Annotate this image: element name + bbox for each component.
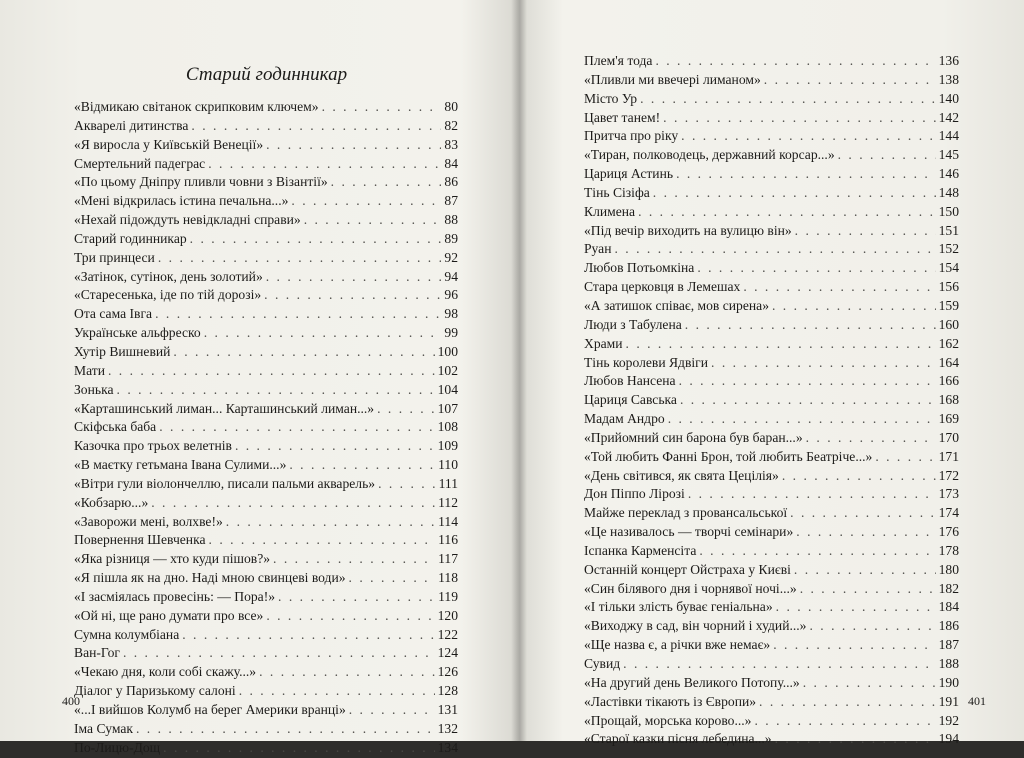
toc-entry <box>584 712 959 731</box>
toc-entry <box>584 504 959 523</box>
toc-entry <box>584 109 959 128</box>
toc-entry-page: 134 <box>437 739 458 755</box>
toc-entry <box>584 561 959 580</box>
page-number-right: 401 <box>968 694 986 708</box>
toc-leader-dots <box>378 475 436 494</box>
toc-entry <box>584 259 959 278</box>
toc-entry <box>74 400 458 419</box>
toc-entry <box>584 316 959 335</box>
toc-entry-page: 83 <box>444 136 458 152</box>
toc-leader-dots <box>190 230 442 249</box>
toc-leader-dots <box>266 268 442 287</box>
toc-entry <box>584 410 959 429</box>
toc-entry-title: Тінь Сізіфа <box>584 184 650 200</box>
toc-entry-title: Діалог у Паризькому салоні <box>74 683 236 699</box>
toc-entry <box>74 720 458 739</box>
toc-entry-page: 84 <box>444 155 458 171</box>
toc-leader-dots <box>764 71 936 90</box>
toc-entry <box>74 268 458 287</box>
toc-entry-title: «Син білявого дня і чорнявої ночі...» <box>584 580 797 596</box>
toc-entry-page: 88 <box>444 212 458 228</box>
toc-entry-title: «Вітри гули віолончеллю, писали пальми акварель» <box>74 475 376 491</box>
toc-entry-page: 187 <box>938 637 959 653</box>
toc-entry <box>584 165 959 184</box>
toc-entry-title: Зонька <box>74 381 114 397</box>
toc-entry-title: Ван-Гог <box>74 645 120 661</box>
toc-entry <box>74 550 458 569</box>
toc-entry-title: Старий годинникар <box>74 230 187 246</box>
toc-entry-page: 186 <box>938 618 959 634</box>
toc-entry-page: 117 <box>438 551 458 567</box>
toc-entry <box>584 598 959 617</box>
toc-entry-page: 102 <box>437 362 458 378</box>
toc-entry-title: «Тиран, полководець, державний корсар...» <box>584 147 835 163</box>
toc-entry-title: Плем'я тода <box>584 53 653 68</box>
toc-entry-title: «Затінок, сутінок, день золотий» <box>74 268 263 284</box>
toc-entry-page: 92 <box>444 249 458 265</box>
toc-entry-page: 118 <box>438 570 458 586</box>
toc-entry-title: Сумна колумбіана <box>74 626 180 642</box>
toc-leader-dots <box>795 222 936 241</box>
toc-leader-dots <box>803 674 936 693</box>
toc-entry-page: 170 <box>938 429 959 445</box>
toc-leader-dots <box>638 203 936 222</box>
toc-entry-page: 173 <box>938 486 959 502</box>
toc-leader-dots <box>163 739 434 758</box>
toc-entry-page: 119 <box>438 588 458 604</box>
toc-leader-dots <box>291 192 441 211</box>
toc-leader-dots <box>680 391 936 410</box>
toc-entry <box>74 211 458 230</box>
toc-entry-title: «Нехай підождуть невідкладні справи» <box>74 212 301 228</box>
toc-entry <box>584 278 959 297</box>
toc-entry <box>584 429 959 448</box>
toc-entry <box>584 146 959 165</box>
toc-leader-dots <box>278 588 435 607</box>
toc-leader-dots <box>679 372 936 391</box>
toc-entry-title: «Карташинський лиман... Карташинський лиман...» <box>74 400 375 416</box>
toc-entry-title: Стара церковця в Лемешах <box>584 279 741 295</box>
section-title: Старий годинникар <box>185 64 348 85</box>
toc-leader-dots <box>794 561 936 580</box>
table-of-contents-right <box>584 52 959 749</box>
toc-entry <box>584 448 959 467</box>
toc-leader-dots <box>208 155 441 174</box>
toc-entry-page: 159 <box>938 297 959 313</box>
toc-entry <box>74 644 458 663</box>
toc-entry-page: 140 <box>938 90 959 106</box>
toc-entry <box>584 636 959 655</box>
toc-leader-dots <box>173 343 434 362</box>
toc-entry-title: Цариця Астинь <box>584 166 674 182</box>
toc-leader-dots <box>806 429 936 448</box>
toc-entry-title: «Старесенька, іде по тій дорозі» <box>74 287 262 303</box>
toc-leader-dots <box>688 485 936 504</box>
toc-leader-dots <box>875 448 935 467</box>
toc-entry-title: Храми <box>584 335 623 351</box>
toc-entry <box>74 531 458 550</box>
toc-entry-page: 109 <box>437 438 458 454</box>
toc-entry-page: 144 <box>938 128 959 144</box>
toc-entry-title: Акварелі дитинства <box>74 117 189 133</box>
toc-entry-page: 128 <box>437 683 458 699</box>
toc-leader-dots <box>158 249 442 268</box>
toc-entry <box>584 184 959 203</box>
toc-entry-title: «Під вечір виходить на вулицю він» <box>584 222 792 238</box>
toc-entry-page: 89 <box>444 230 458 246</box>
toc-entry-title: Місто Ур <box>584 90 638 106</box>
toc-entry <box>584 127 959 146</box>
toc-leader-dots <box>155 305 441 324</box>
toc-entry-page: 171 <box>938 448 959 464</box>
toc-entry-title: «По цьому Дніпру пливли човни з Візантії» <box>74 174 328 190</box>
toc-leader-dots <box>349 569 436 588</box>
toc-entry <box>584 485 959 504</box>
toc-leader-dots <box>790 504 935 523</box>
toc-leader-dots <box>663 109 935 128</box>
toc-entry <box>74 192 458 211</box>
toc-entry <box>584 580 959 599</box>
toc-leader-dots <box>239 682 435 701</box>
toc-entry-title: «Кобзарю...» <box>74 494 149 510</box>
toc-entry-title: Климена <box>584 203 636 219</box>
toc-entry-page: 160 <box>938 316 959 332</box>
table-of-contents-left <box>74 98 458 758</box>
toc-entry-title: «Чекаю дня, коли собі скажу...» <box>74 664 257 680</box>
toc-leader-dots <box>273 550 435 569</box>
toc-leader-dots <box>626 335 936 354</box>
toc-entry <box>584 297 959 316</box>
toc-entry-page: 107 <box>437 400 458 416</box>
toc-entry <box>74 569 458 588</box>
toc-entry-page: 190 <box>938 674 959 690</box>
toc-entry-title: Любов Потьомкіна <box>584 260 695 276</box>
toc-entry-page: 191 <box>938 693 959 709</box>
toc-entry-page: 82 <box>444 117 458 133</box>
toc-entry-title: Тінь королеви Ядвіги <box>584 354 709 370</box>
toc-entry <box>584 90 959 109</box>
toc-entry <box>584 240 959 259</box>
toc-entry-page: 162 <box>938 335 959 351</box>
toc-entry <box>74 682 458 701</box>
toc-entry-title: «І тільки злість буває геніальна» <box>584 599 773 615</box>
toc-entry-title: «Відмикаю світанок скрипковим ключем» <box>74 99 319 114</box>
toc-leader-dots <box>685 316 936 335</box>
toc-entry-title: «Я виросла у Київській Венеції» <box>74 136 264 152</box>
toc-entry <box>584 617 959 636</box>
toc-entry-title: «Заворожи мені, волхве!» <box>74 513 223 529</box>
toc-leader-dots <box>235 437 435 456</box>
toc-entry <box>584 467 959 486</box>
toc-entry-title: Притча про ріку <box>584 128 679 144</box>
toc-leader-dots <box>209 531 436 550</box>
toc-leader-dots <box>117 381 435 400</box>
toc-entry <box>584 523 959 542</box>
toc-entry-page: 148 <box>938 184 959 200</box>
toc-entry <box>584 674 959 693</box>
toc-entry <box>74 155 458 174</box>
toc-entry-page: 98 <box>444 306 458 322</box>
toc-entry-title: Мати <box>74 362 105 378</box>
toc-entry <box>74 136 458 155</box>
toc-entry <box>74 437 458 456</box>
toc-entry-page: 188 <box>938 656 959 671</box>
toc-entry <box>74 739 458 758</box>
toc-entry-page: 150 <box>938 203 959 219</box>
toc-entry-title: Українське альфреско <box>74 325 201 341</box>
toc-entry-title: По-Лицю-Дощ <box>74 739 161 755</box>
toc-entry <box>74 475 458 494</box>
toc-entry <box>584 71 959 90</box>
toc-entry-title: «Той любить Фанні Брон, той любить Беатріче...» <box>584 448 873 464</box>
toc-entry-page: 166 <box>938 373 959 389</box>
toc-entry-page: 120 <box>437 607 458 623</box>
toc-entry-page: 131 <box>437 702 458 717</box>
toc-entry <box>74 362 458 381</box>
toc-entry-title: Дон Піппо Лірозі <box>584 486 685 502</box>
toc-entry <box>584 354 959 373</box>
toc-leader-dots <box>800 580 936 599</box>
toc-leader-dots <box>699 542 935 561</box>
toc-entry-title: «Прощай, морська корово...» <box>584 712 752 728</box>
toc-entry-page: 94 <box>444 268 458 284</box>
toc-entry <box>74 249 458 268</box>
toc-entry-title: Казочка про трьох велетнів <box>74 438 232 454</box>
toc-entry-page: 116 <box>438 532 458 548</box>
toc-entry <box>74 343 458 362</box>
toc-entry-title: Цариця Савська <box>584 392 677 408</box>
toc-leader-dots <box>681 127 935 146</box>
toc-entry-title: «Старої казки пісня лебедина...» <box>584 731 772 747</box>
toc-entry-page: 146 <box>938 166 959 182</box>
toc-entry-title: «Яка різниця — хто куди пішов?» <box>74 551 271 567</box>
toc-entry-page: 142 <box>938 109 959 125</box>
toc-entry-page: 87 <box>444 193 458 209</box>
toc-leader-dots <box>159 418 434 437</box>
toc-entry <box>74 588 458 607</box>
toc-leader-dots <box>676 165 936 184</box>
toc-entry-page: 176 <box>938 524 959 540</box>
toc-entry <box>74 663 458 682</box>
toc-leader-dots <box>623 655 935 674</box>
toc-entry-title: «Виходжу в сад, він чорний і худий...» <box>584 618 807 634</box>
toc-entry-page: 152 <box>938 241 959 257</box>
toc-entry-page: 151 <box>938 222 959 238</box>
toc-entry-title: «Мені відкрилась істина печальна...» <box>74 193 289 209</box>
toc-leader-dots <box>266 136 441 155</box>
toc-entry <box>584 655 959 674</box>
toc-entry-page: 132 <box>437 720 458 736</box>
toc-entry-title: «А затишок співає, мов сирена» <box>584 297 769 313</box>
toc-leader-dots <box>775 730 936 749</box>
right-page <box>520 0 1024 747</box>
toc-entry <box>584 222 959 241</box>
toc-leader-dots <box>191 117 441 136</box>
toc-entry-page: 99 <box>444 325 458 341</box>
toc-entry <box>74 494 458 513</box>
toc-entry-title: Мадам Андро <box>584 411 665 427</box>
toc-entry-page: 104 <box>437 381 458 397</box>
toc-entry-page: 172 <box>938 467 959 483</box>
toc-leader-dots <box>759 693 936 712</box>
toc-entry <box>584 542 959 561</box>
toc-entry-page: 126 <box>437 664 458 680</box>
toc-leader-dots <box>668 410 936 429</box>
toc-entry-title: «Я пішла як на дно. Наді мною свинцеві води» <box>74 570 346 586</box>
toc-entry <box>74 418 458 437</box>
toc-entry-page: 164 <box>938 354 959 370</box>
toc-entry <box>74 230 458 249</box>
toc-entry-page: 154 <box>938 260 959 276</box>
toc-entry <box>74 305 458 324</box>
toc-entry-page: 178 <box>938 542 959 558</box>
toc-leader-dots <box>653 184 936 203</box>
toc-leader-dots <box>640 90 936 109</box>
toc-entry-page: 86 <box>444 174 458 190</box>
toc-entry-page: 110 <box>438 457 458 473</box>
toc-leader-dots <box>772 297 936 316</box>
toc-entry-title: Руан <box>584 241 612 257</box>
toc-entry <box>584 730 959 749</box>
toc-entry <box>584 391 959 410</box>
toc-leader-dots <box>136 720 435 739</box>
toc-entry <box>584 372 959 391</box>
toc-entry <box>74 286 458 305</box>
toc-leader-dots <box>226 513 435 532</box>
toc-entry-page: 194 <box>938 731 959 747</box>
toc-entry-title: «Прийомний син барона був баран...» <box>584 429 803 445</box>
toc-entry-title: Люди з Табулена <box>584 316 682 332</box>
toc-entry <box>584 52 959 71</box>
toc-entry-page: 192 <box>938 712 959 728</box>
toc-entry-page: 180 <box>938 561 959 577</box>
toc-entry-title: Повернення Шевченка <box>74 532 206 548</box>
toc-leader-dots <box>697 259 935 278</box>
toc-leader-dots <box>655 52 935 71</box>
toc-entry <box>584 693 959 712</box>
toc-entry-page: 138 <box>938 71 959 87</box>
toc-entry-title: «Пливли ми ввечері лиманом» <box>584 71 761 87</box>
toc-entry <box>74 381 458 400</box>
toc-entry-page: 108 <box>437 419 458 435</box>
toc-leader-dots <box>615 240 936 259</box>
toc-leader-dots <box>108 362 435 381</box>
toc-entry-title: Хутір Вишневий <box>74 343 171 359</box>
toc-entry-page: 80 <box>444 99 458 114</box>
toc-leader-dots <box>743 278 935 297</box>
toc-leader-dots <box>782 467 936 486</box>
toc-entry-title: Три принцеси <box>74 249 155 265</box>
toc-leader-dots <box>754 712 935 731</box>
toc-leader-dots <box>331 173 442 192</box>
toc-entry <box>74 98 458 117</box>
toc-leader-dots <box>204 324 442 343</box>
toc-entry <box>74 513 458 532</box>
toc-leader-dots <box>304 211 442 230</box>
toc-entry-page: 111 <box>438 475 458 491</box>
toc-entry-page: 96 <box>444 287 458 303</box>
toc-entry-page: 156 <box>938 279 959 295</box>
toc-entry-page: 136 <box>938 53 959 68</box>
toc-entry-title: «Це називалось — творчі семінари» <box>584 524 794 540</box>
toc-entry <box>74 117 458 136</box>
toc-entry <box>74 701 458 720</box>
toc-leader-dots <box>377 400 435 419</box>
toc-entry-page: 169 <box>938 411 959 427</box>
toc-entry-page: 122 <box>437 626 458 642</box>
toc-entry-page: 184 <box>938 599 959 615</box>
toc-entry-page: 145 <box>938 147 959 163</box>
toc-entry-title: «Ще назва є, а річки вже немає» <box>584 637 771 653</box>
toc-entry <box>74 324 458 343</box>
toc-entry-title: Майже переклад з провансальської <box>584 505 788 521</box>
toc-entry-page: 124 <box>437 645 458 661</box>
toc-entry-title: «Ластівки тікають із Європи» <box>584 693 757 709</box>
toc-entry-title: «І засміялась провесінь: — Пора!» <box>74 588 276 604</box>
toc-leader-dots <box>838 146 936 165</box>
toc-entry-title: Цавет танем! <box>584 109 661 125</box>
toc-leader-dots <box>796 523 935 542</box>
toc-entry-title: «...І вийшов Колумб на берег Америки вранці» <box>74 702 346 717</box>
toc-entry-title: Смертельний падеграс <box>74 155 206 171</box>
toc-entry <box>74 607 458 626</box>
toc-entry <box>74 456 458 475</box>
toc-leader-dots <box>773 636 935 655</box>
toc-leader-dots <box>264 286 441 305</box>
toc-entry-title: «На другий день Великого Потопу...» <box>584 674 800 690</box>
toc-leader-dots <box>322 98 442 117</box>
toc-leader-dots <box>123 644 435 663</box>
toc-entry-page: 168 <box>938 392 959 408</box>
toc-entry <box>584 335 959 354</box>
toc-entry-page: 114 <box>438 513 458 529</box>
toc-entry-title: «В маєтку гетьмана Івана Сулими...» <box>74 457 287 473</box>
toc-entry-title: Скіфська баба <box>74 419 157 435</box>
toc-entry-title: «День світився, як свята Цецілія» <box>584 467 779 483</box>
toc-entry <box>74 173 458 192</box>
toc-leader-dots <box>151 494 435 513</box>
toc-entry-page: 182 <box>938 580 959 596</box>
toc-entry-title: Сувид <box>584 656 621 671</box>
page-number-left: 400 <box>62 694 80 708</box>
toc-entry-title: Іма Сумак <box>74 720 133 736</box>
toc-entry-title: Любов Нансена <box>584 373 676 389</box>
toc-entry <box>584 203 959 222</box>
toc-entry <box>74 626 458 645</box>
toc-entry-title: «Ой ні, ще рано думати про все» <box>74 607 264 623</box>
toc-entry-page: 174 <box>938 505 959 521</box>
toc-entry-title: Останній концерт Ойстраха у Києві <box>584 561 791 577</box>
toc-leader-dots <box>289 456 435 475</box>
toc-entry-title: Ота сама Івга <box>74 306 153 322</box>
toc-leader-dots <box>711 354 936 373</box>
toc-entry-page: 112 <box>438 494 458 510</box>
toc-leader-dots <box>266 607 434 626</box>
toc-entry-page: 100 <box>437 343 458 359</box>
toc-entry-title: Іспанка Карменсіта <box>584 542 697 558</box>
toc-leader-dots <box>182 626 434 645</box>
toc-leader-dots <box>259 663 435 682</box>
toc-leader-dots <box>776 598 936 617</box>
toc-leader-dots <box>809 617 935 636</box>
toc-leader-dots <box>349 701 435 720</box>
